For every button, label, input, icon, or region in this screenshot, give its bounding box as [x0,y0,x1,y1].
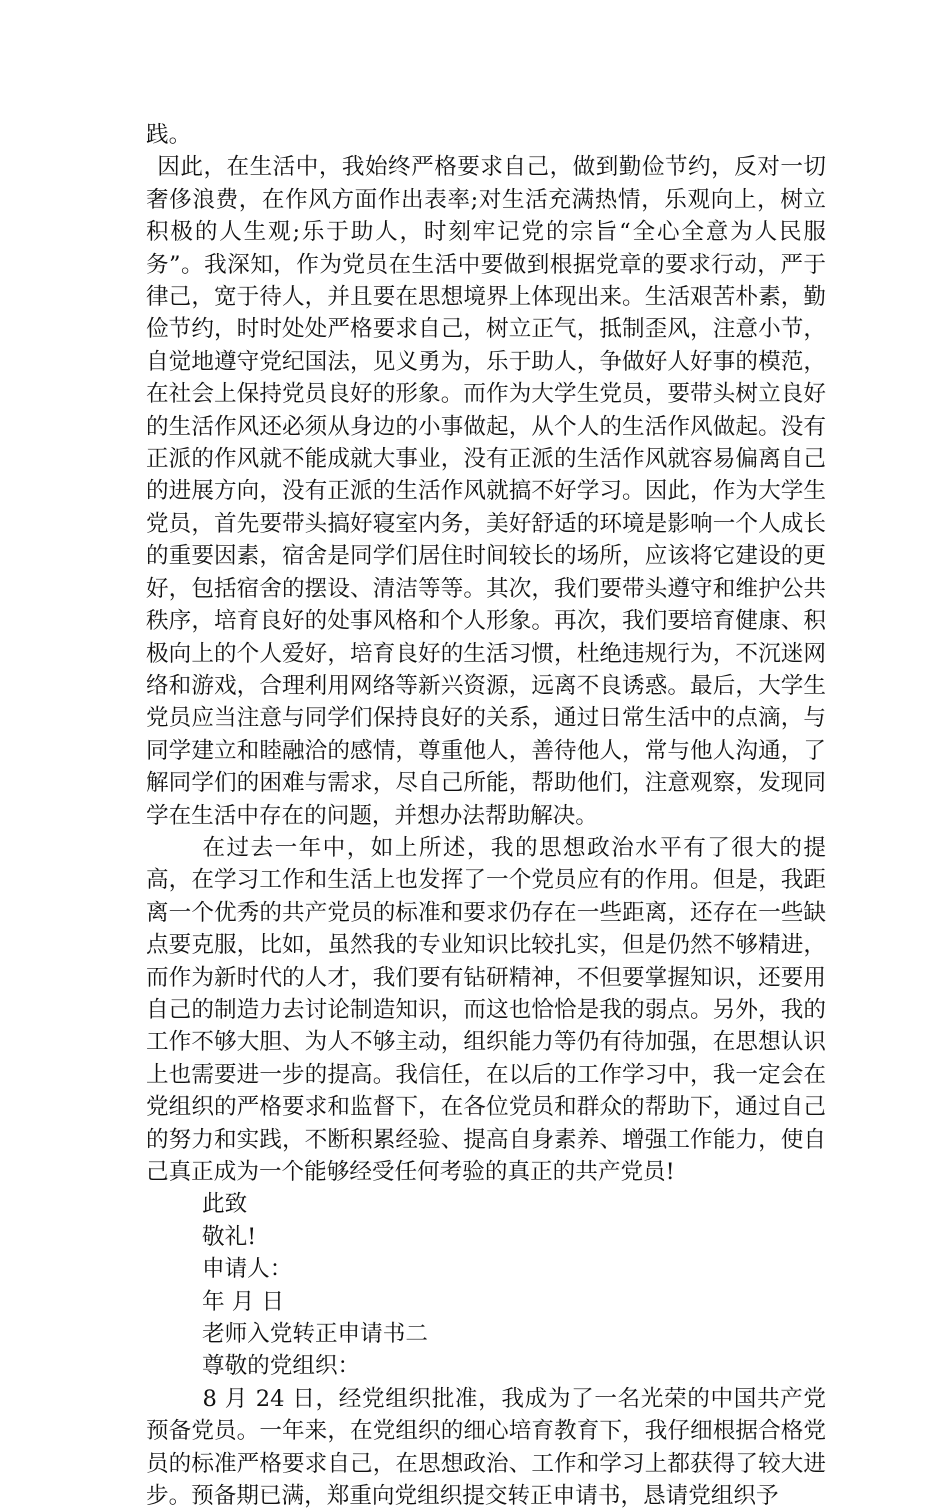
closing-regards: 敬礼! [202,1223,257,1250]
section-title: 老师入党转正申请书二 [202,1321,428,1348]
paragraph-continuation: 践。 [146,122,192,148]
date-line: 年 月 日 [202,1288,285,1315]
applicant-label: 申请人： [202,1256,293,1283]
closing-salutation: 此致 [202,1191,248,1218]
paragraph-self-assessment: 在过去一年中，如上所述，我的思想政治水平有了很大的提高，在学习工作和生活上也发挥了一个党员应有的作用。但是，我距离一个优秀的共产党员的标准和要求仍存在一些距离，还存在一些缺点要克服，比如，虽然我的专业知识比较扎实，但是仍然不够精进，而作为新时代的人才，我们要有钻研精神，不但要掌握知识，还要用自己的制造力去讨论制造知识，而这也恰恰是我的弱点。另外，我的工作不够大胆、为人不够主动，组织能力等仍有待加强，在思想认识上也需要进一步的提高。我信任，在以后的工作学习中，我一定会在党组织的严格要求和监督下，在各位党员和群众的帮助下，通过自己的努力和实践，不断积累经验、提高自身素养、增强工作能力，使自己真正成为一个能够经受任何考验的真正的共产党员! [146,834,826,1185]
document-page [146,119,826,1512]
greeting: 尊敬的党组织： [202,1353,361,1380]
paragraph-living-style: 因此，在生活中，我始终严格要求自己，做到勤俭节约，反对一切奢侈浪费，在作风方面作出表率;对生活充满热情，乐观向上，树立积极的人生观;乐于助人，时刻牢记党的宗旨“全心全意为人民服务”。我深知，作为党员在生活中要做到根据党章的要求行动，严于律己，宽于待人，并且要在思想境界上体现出来。生活艰苦朴素，勤俭节约，时时处处严格要求自己，树立正气，抵制歪风，注意小节，自觉地遵守党纪国法，见义勇为，乐于助人，争做好人好事的模范，在社会上保持党员良好的形象。而作为大学生党员，要带头树立良好的生活作风还必须从身边的小事做起，从个人的生活作风做起。没有正派的作风就不能成就大事业，没有正派的生活作风就容易偏离自己的进展方向，没有正派的生活作风就搞不好学习。因此，作为大学生党员，首先要带头搞好寝室内务，美好舒适的环境是影响一个人成长的重要因素，宿舍是同学们居住时间较长的场所，应该将它建设的更好，包括宿舍的摆设、清洁等等。其次，我们要带头遵守和维护公共秩序，培育良好的处事风格和个人形象。再次，我们要培育健康、积极向上的个人爱好，培育良好的生活习惯，杜绝违规行为，不沉迷网络和游戏，合理利用网络等新兴资源，远离不良诱惑。最后，大学生党员应当注意与同学们保持良好的关系，通过日常生活中的点滴，与同学建立和睦融洽的感情，尊重他人，善待他人，常与他人沟通，了解同学们的困难与需求，尽自己所能，帮助他们，注意观察，发现同学在生活中存在的问题，并想办法帮助解决。 [146,154,826,829]
paragraph-opening: 8 月 24 日，经党组织批准，我成为了一名光荣的中国共产党预备党员。一年来，在党组织的细心培育教育下，我仔细根据合格党员的标准严格要求自己，在思想政治、工作和学习上都获得了较大进步。预备期已满，郑重向党组织提交转正申请书，恳请党组织予 [146,1385,826,1510]
